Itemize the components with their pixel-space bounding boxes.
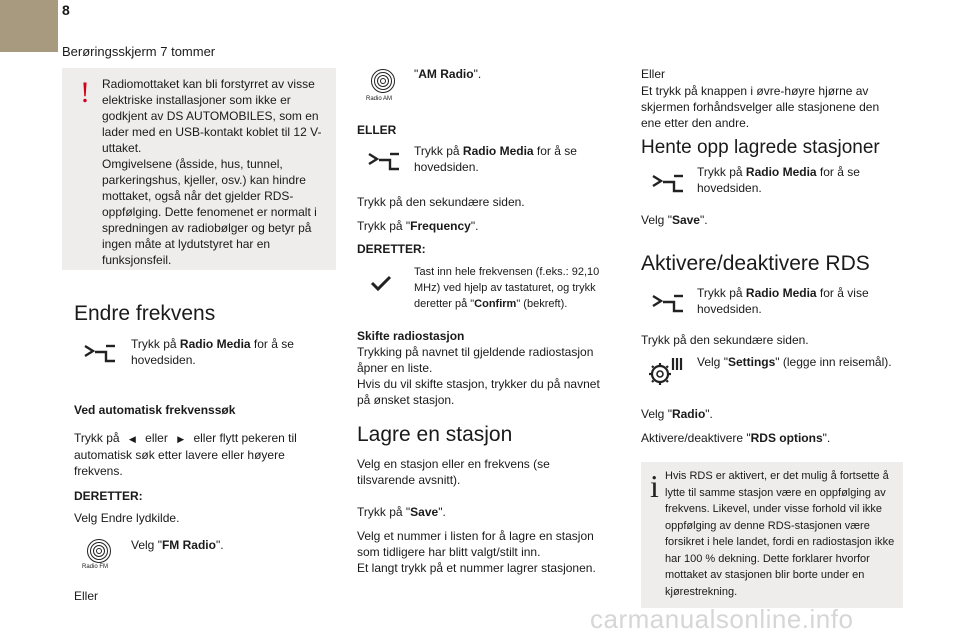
radio-media-icon <box>82 340 116 366</box>
heading-lagre-en-stasjon: Lagre en stasjon <box>357 423 513 446</box>
save-select-text: Velg en stasjon eller en frekvens (se tilsvarende avsnitt). <box>357 457 550 487</box>
check-icon <box>370 274 392 292</box>
info-text: Hvis RDS er aktivert, er det mulig å fortsette å lytte til samme stasjon være en oppfølging av frekvens. Likevel, under visse forhold vil ikke oppfølging av denne RDS-stasjonen være forsikret i hele landet, fordi en radiostasjon ikke har 100 % dekning. Dette forklarer hvorfor mottaket av stasjonen blir borte under en kjørestrekning. <box>665 470 895 598</box>
settings-icon <box>646 352 686 388</box>
select-am-radio: "AM Radio". <box>414 67 482 81</box>
watermark: carmanualsonline.info <box>590 604 854 634</box>
step-radio-media-4: Trykk på Radio Media for å vise hovedsiden. <box>697 286 869 316</box>
radio-media-icon <box>650 170 684 196</box>
select-settings-text: Velg "Settings" (legge inn reisemål). <box>697 355 892 369</box>
radio-fm-icon-label: Radio FM <box>82 564 109 570</box>
radio-am-icon <box>370 68 396 94</box>
warning-text: Radiomottaket kan bli forstyrret av visse elektriske installasjoner som ikke er godkjent av DS AUTOMOBILES, som en lader med en USB-kontakt koblet til 12 V-uttaket. Omgivelsene (åsside, hus, tunnel, parkeringshus, kjeller, osv.) kan hindre mottaket, også når det gjelder RDS-oppfølging. Dette fenomenet er normalt i spredningen av radiobølger og betyr på ingen måte at lydutstyret har en funksjonsfeil. <box>102 77 322 267</box>
preselect-text: Et trykk på knappen i øvre-høyre hjørne av skjermen forhåndsvelger alle stasjonene den ene etter den andre. <box>641 84 880 130</box>
select-fm-radio: Velg "FM Radio". <box>131 538 224 552</box>
chevron-right-icon: ▶ <box>177 434 185 444</box>
select-source-text: Velg Endre lydkilde. <box>74 511 180 525</box>
eller-text-3: Eller <box>641 67 666 81</box>
step-radio-media: Trykk på Radio Media for å se hovedsiden. <box>131 337 294 367</box>
deretter-label: DERETTER: <box>74 489 143 503</box>
radio-media-icon <box>366 148 400 174</box>
radio-media-icon <box>650 290 684 316</box>
radio-am-icon-label: Radio AM <box>366 96 393 102</box>
select-radio-text: Velg "Radio". <box>641 407 713 421</box>
heading-endre-frekvens: Endre frekvens <box>74 302 216 325</box>
eller-caps-label: ELLER <box>357 123 397 137</box>
press-save-text: Trykk på "Save". <box>357 505 446 519</box>
secondary-page-text-3: Trykk på den sekundære siden. <box>641 333 809 347</box>
page-color-block <box>0 0 58 52</box>
radio-fm-icon <box>86 538 112 564</box>
switch-station-text: Trykking på navnet til gjeldende radiostasjon åpner en liste. Hvis du vil skifte stasjon, trykker du på navnet på ønsket stasjon. <box>357 345 600 407</box>
switch-station-heading: Skifte radiostasjon <box>357 329 465 343</box>
auto-search-text: Trykk på ◀ eller ▶ eller flytt pekeren til automatisk søk etter lavere eller høyere frekvens. <box>74 431 297 478</box>
warning-icon: ! <box>80 76 90 109</box>
step-radio-media-3: Trykk på Radio Media for å se hovedsiden. <box>697 165 860 195</box>
secondary-page-text: Trykk på den sekundære siden. <box>357 195 525 209</box>
save-number-text: Velg et nummer i listen for å lagre en stasjon som tidligere har blitt valgt/stilt inn. Et langt trykk på et nummer lagrer stasjonen. <box>357 529 596 575</box>
heading-rds: Aktivere/deaktivere RDS <box>641 252 870 275</box>
enter-frequency-text: Tast inn hele frekvensen (f.eks.: 92,10 MHz) ved hjelp av tastaturet, og trykk deretter på "Confirm" (bekreft). <box>414 266 600 310</box>
step-radio-media-2: Trykk på Radio Media for å se hovedsiden. <box>414 144 577 174</box>
deretter-label-2: DERETTER: <box>357 242 426 256</box>
heading-hente-opp: Hente opp lagrede stasjoner <box>641 137 880 158</box>
page-number: 8 <box>62 2 70 18</box>
chevron-left-icon: ◀ <box>128 434 136 444</box>
eller-text: Eller <box>74 589 99 603</box>
select-save-text: Velg "Save". <box>641 213 708 227</box>
press-frequency-text: Trykk på "Frequency". <box>357 219 479 233</box>
auto-search-heading: Ved automatisk frekvenssøk <box>74 403 236 417</box>
toggle-rds-text: Aktivere/deaktivere "RDS options". <box>641 431 831 445</box>
section-title: Berøringsskjerm 7 tommer <box>62 44 216 59</box>
info-icon: i <box>650 468 659 504</box>
